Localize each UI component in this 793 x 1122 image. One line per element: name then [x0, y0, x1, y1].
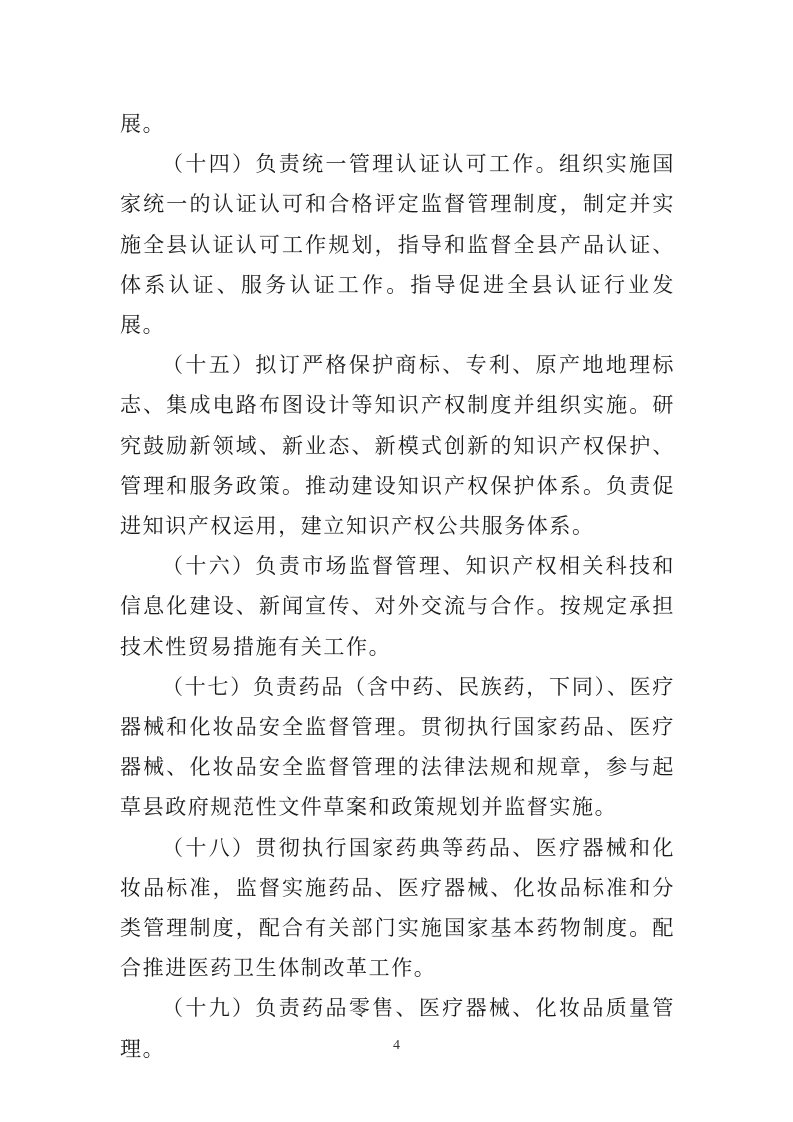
paragraph-item-14: （十四）负责统一管理认证认可工作。组织实施国家统一的认证认可和合格评定监督管理制度，制定并实施全县认证认可工作规划，指导和监督全县产品认证、体系认证、服务认证工作。指导促进全县认证行业发展。	[120, 152, 675, 338]
paragraph-item-19: （十九）负责药品零售、医疗器械、化妆品质量管理。	[120, 996, 675, 1061]
page-number: 4	[393, 1038, 400, 1053]
paragraph-item-18: （十八）贯彻执行国家药典等药品、医疗器械和化妆品标准，监督实施药品、医疗器械、化妆品标准和分类管理制度，配合有关部门实施国家基本药物制度。配合推进医药卫生体制改革工作。	[120, 835, 675, 981]
body-text	[120, 104, 675, 1069]
paragraph-item-15: （十五）拟订严格保护商标、专利、原产地地理标志、集成电路布图设计等知识产权制度并组织实施。研究鼓励新领域、新业态、新模式创新的知识产权保护、管理和服务政策。推动建设知识产权保护体系。负责促进知识产权运用，建立知识产权公共服务体系。	[120, 353, 675, 539]
paragraph-continuation: 展。	[120, 112, 166, 136]
paragraph-item-17: （十七）负责药品（含中药、民族药，下同）、医疗器械和化妆品安全监督管理。贯彻执行国家药品、医疗器械、化妆品安全监督管理的法律法规和规章，参与起草县政府规范性文件草案和政策规划并监督实施。	[120, 674, 675, 820]
paragraph-item-16: （十六）负责市场监督管理、知识产权相关科技和信息化建设、新闻宣传、对外交流与合作。按规定承担技术性贸易措施有关工作。	[120, 554, 675, 659]
